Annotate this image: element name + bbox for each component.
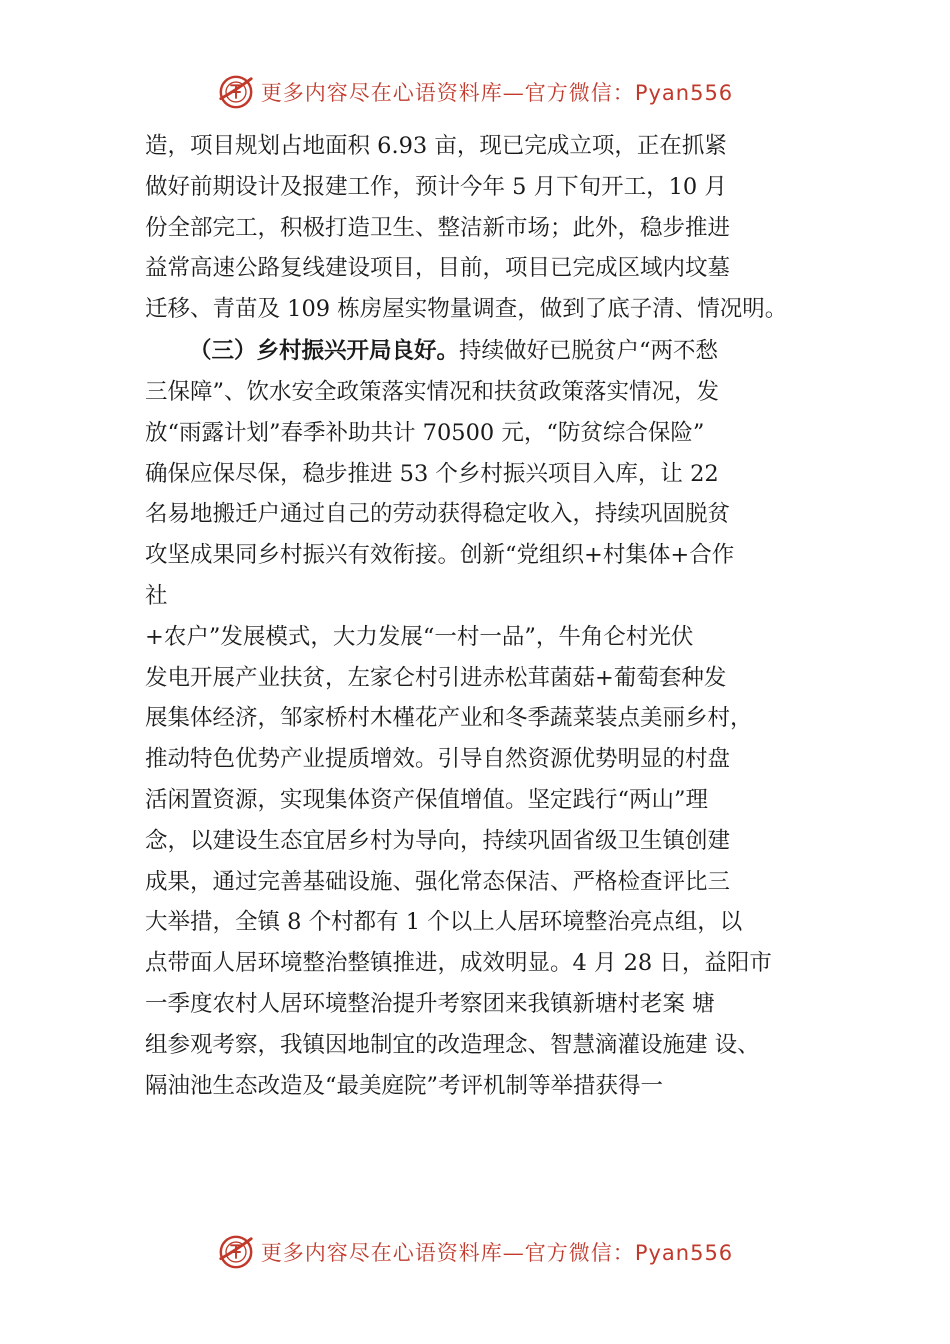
text-line: 攻坚成果同乡村振兴有效衔接。创新“党组织+村集体+合作 [145, 542, 735, 569]
text-line: 社 [145, 582, 168, 609]
text-line: +农户”发展模式，大力发展“一村一品”，牛角仑村光伏 [145, 623, 694, 650]
text-line: 大举措，全镇 8 个村都有 1 个以上人居环境整治亮点组，以 [145, 909, 743, 936]
logo-seal-icon [217, 73, 255, 111]
section-heading: （三）乡村振兴开局良好。 [189, 338, 460, 365]
document-body [145, 126, 845, 1106]
footer-watermark-banner [0, 1232, 950, 1272]
text-line: 组参观考察，我镇因地制宜的改造理念、智慧滴灌设施建 设、 [145, 1031, 760, 1058]
text-line: 成果，通过完善基础设施、强化常态保洁、严格检查评比三 [145, 868, 731, 895]
text-line: 份全部完工，积极打造卫生、整洁新市场；此外，稳步推进 [145, 214, 731, 241]
section-heading-line [145, 331, 845, 372]
text-line: 三保障”、饮水安全政策落实情况和扶贫政策落实情况，发 [145, 378, 720, 405]
text-line: 隔油池生态改造及“最美庭院”考评机制等举措获得一 [145, 1072, 664, 1099]
text-line: 点带面人居环境整治整镇推进，成效明显。4 月 28 日，益阳市 [145, 950, 772, 977]
text-line: 一季度农村人居环境整治提升考察团来我镇新塘村老案 塘 [145, 990, 715, 1017]
header-watermark-text: 更多内容尽在心语资料库—官方微信：Pyan556 [260, 81, 734, 105]
text-line: 造，项目规划占地面积 6.93 亩，现已完成立项，正在抓紧 [145, 133, 727, 159]
text-line: 展集体经济，邹家桥村木槿花产业和冬季蔬菜装点美丽乡村， [145, 705, 753, 732]
text-line: 推动特色优势产业提质增效。引导自然资源优势明显的村盘 [145, 746, 731, 773]
logo-seal-icon [217, 1233, 255, 1271]
text-line: 迁移、青苗及 109 栋房屋实物量调查，做到了底子清、情况明。 [145, 296, 788, 323]
text-line: 放“雨露计划”春季补助共计 70500 元，“防贫综合保险” [145, 419, 705, 446]
footer-watermark-text: 更多内容尽在心语资料库—官方微信：Pyan556 [260, 1241, 734, 1265]
text-line: 活闲置资源，实现集体资产保值增值。坚定践行“两山”理 [145, 786, 709, 813]
text-line: 发电开展产业扶贫，左家仑村引进赤松茸菌菇+葡萄套种发 [145, 664, 727, 691]
text-line: 确保应保尽保，稳步推进 53 个乡村振兴项目入库，让 22 [145, 460, 719, 487]
text-line: 做好前期设计及报建工作，预计今年 5 月下旬开工，10 月 [145, 173, 727, 200]
text-line: 念，以建设生态宜居乡村为导向，持续巩固省级卫生镇创建 [145, 827, 731, 854]
header-watermark-banner [0, 72, 950, 112]
text-line: 益常高速公路复线建设项目，目前，项目已完成区域内坟墓 [145, 255, 731, 282]
text-line: 名易地搬迁户通过自己的劳动获得稳定收入，持续巩固脱贫 [145, 501, 731, 528]
section-first-line-text: 持续做好已脱贫户“两不愁 [459, 338, 719, 365]
